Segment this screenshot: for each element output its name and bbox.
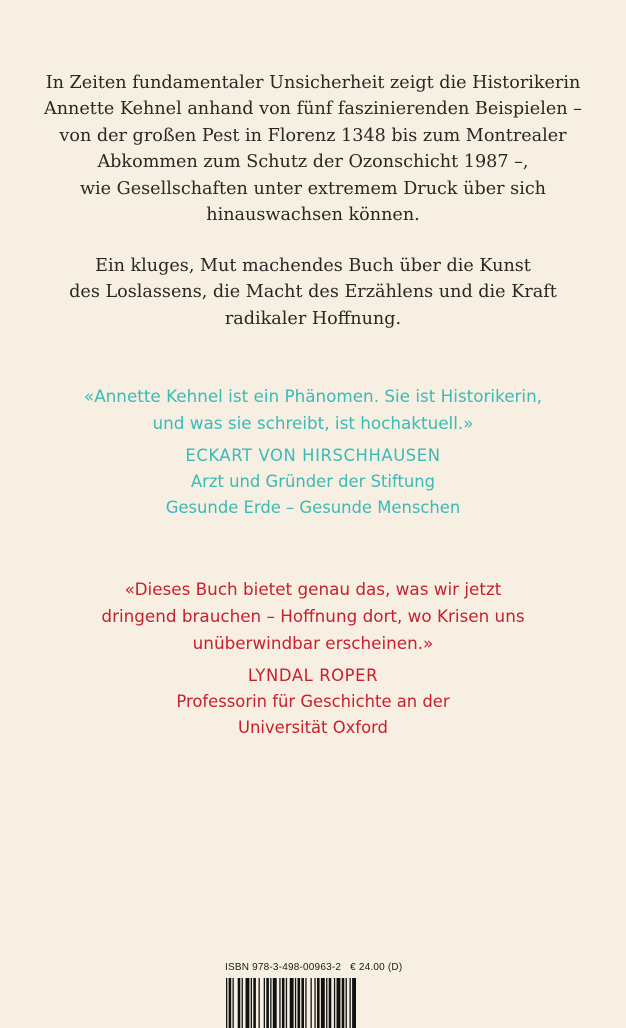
quote-line: unüberwindbar erscheinen.»	[192, 633, 434, 653]
barcode-bar	[226, 978, 227, 1028]
isbn-price-line	[222, 962, 404, 973]
blurb-paragraph-1	[40, 70, 586, 228]
barcode-bar	[286, 978, 287, 1028]
blurb-line: Abkommen zum Schutz der Ozonschicht 1987 –,	[97, 152, 529, 173]
barcode-bar	[352, 978, 356, 1028]
barcode-bar	[317, 978, 320, 1028]
price-label: € 24.00 (D)	[350, 962, 403, 973]
quote-line: dringend brauchen – Hoffnung dort, wo Krisen uns	[101, 606, 525, 626]
quote-author-role: Gesunde Erde – Gesunde Menschen	[165, 498, 461, 517]
barcode-bar	[311, 978, 312, 1028]
quote-author-role: Professorin für Geschichte an der	[176, 692, 450, 711]
barcode-bar	[229, 978, 232, 1028]
quote-line: und was sie schreibt, ist hochaktuell.»	[152, 413, 474, 433]
barcode-bar	[346, 978, 347, 1028]
quote-author: LYNDAL ROPER	[247, 666, 379, 685]
quote-line: «Annette Kehnel ist ein Phänomen. Sie ist Historikerin,	[83, 386, 543, 406]
barcode-bar	[233, 978, 234, 1028]
blurb-line: Ein kluges, Mut machendes Buch über die Kunst	[95, 256, 531, 276]
barcode-bar	[329, 978, 332, 1028]
barcode-bar	[350, 978, 351, 1028]
quote-author-role: Arzt und Gründer der Stiftung	[190, 472, 436, 491]
quote-author-role: Universität Oxford	[238, 718, 388, 737]
endorsement-quote-roper	[20, 576, 606, 741]
barcode-bar	[264, 978, 265, 1028]
blurb-line: von der großen Pest in Florenz 1348 bis zum Montrealer	[59, 125, 567, 146]
barcode-block	[222, 962, 404, 1028]
blurb-line: des Loslassens, die Macht des Erzählens und die Kraft	[69, 282, 557, 303]
barcode-bar	[259, 978, 260, 1028]
barcode-bar	[273, 978, 277, 1028]
barcode-bar	[290, 978, 294, 1028]
barcode-bar	[337, 978, 341, 1028]
barcode-bar	[282, 978, 285, 1028]
barcode-bar	[342, 978, 345, 1028]
barcode-bar	[301, 978, 304, 1028]
barcode-bar	[295, 978, 296, 1028]
endorsement-quote-hirschhausen	[20, 383, 606, 521]
isbn-label: ISBN 978-3-498-00963-2	[225, 962, 342, 973]
barcode-bar	[242, 978, 243, 1028]
barcode-bar	[270, 978, 271, 1028]
barcode-bars	[222, 978, 404, 1028]
quote-line: «Dieses Buch bietet genau das, was wir jetzt	[124, 579, 502, 599]
blurb-line: wie Gesellschaften unter extremem Druck über sich	[79, 178, 547, 199]
barcode-bar	[266, 978, 269, 1028]
barcode-bar	[238, 978, 241, 1028]
blurb-paragraph-2	[40, 253, 586, 332]
blurb-line: In Zeiten fundamentaler Unsicherheit zeigt die Historikerin	[45, 73, 581, 93]
barcode-bar	[321, 978, 325, 1028]
quote-author: ECKART VON HIRSCHHAUSEN	[185, 446, 441, 465]
barcode-bar	[251, 978, 252, 1028]
blurb-line: Annette Kehnel anhand von fünf faszinierenden Beispielen –	[44, 99, 582, 120]
blurb-line: radikaler Hoffnung.	[224, 308, 402, 329]
barcode-bar	[334, 978, 335, 1028]
blurb-line: hinauswachsen können.	[206, 205, 420, 226]
barcode-bar	[246, 978, 250, 1028]
barcode-bar	[326, 978, 327, 1028]
barcode-bar	[305, 978, 306, 1028]
barcode-bar	[314, 978, 315, 1028]
barcode-bar	[298, 978, 301, 1028]
barcode-bar	[253, 978, 256, 1028]
barcode-bar	[279, 978, 280, 1028]
